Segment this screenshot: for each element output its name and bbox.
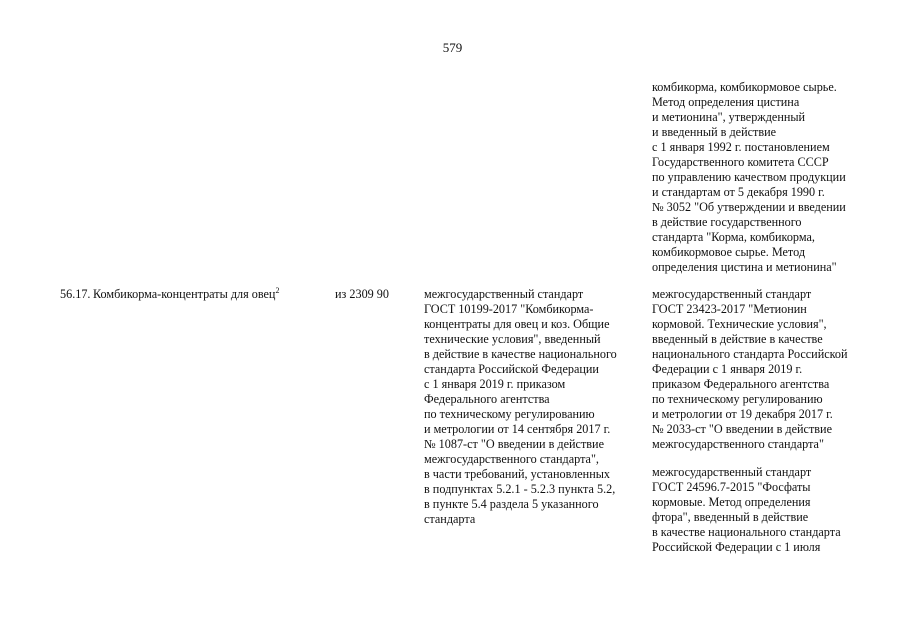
text-line: межгосударственный стандарт [652, 465, 812, 479]
text-line: № 2033-ст "О введении в действие [652, 422, 832, 436]
text-line: национального стандарта Российской [652, 347, 848, 361]
text-line: межгосударственного стандарта" [652, 437, 824, 451]
product-name [93, 287, 279, 302]
text-line: по техническому регулированию [652, 392, 823, 406]
text-line: и метионина", утвержденный [652, 110, 806, 124]
text-line: в подпунктах 5.2.1 - 5.2.3 пункта 5.2, [424, 482, 616, 496]
text-line: кормовые. Метод определения [652, 495, 811, 509]
text-line: комбикормовое сырье. Метод [652, 245, 806, 259]
text-line: стандарта Российской Федерации [424, 362, 599, 376]
text-line: ГОСТ 23423-2017 "Метионин [652, 302, 807, 316]
text-line: Российской Федерации с 1 июля [652, 540, 821, 554]
row-number: 56.17. [60, 287, 91, 301]
text-line: с 1 января 2019 г. приказом [424, 377, 566, 391]
text-line: № 1087-ст "О введении в действие [424, 437, 604, 451]
text-line: и введенный в действие [652, 125, 777, 139]
text-line: стандарта [424, 512, 476, 526]
text-line: в пункте 5.4 раздела 5 указанного [424, 497, 599, 511]
text-line: концентраты для овец и коз. Общие [424, 317, 610, 331]
text-line: стандарта "Корма, комбикорма, [652, 230, 815, 244]
text-line: комбикорма, комбикормовое сырье. [652, 80, 837, 94]
text-line: Государственного комитета СССР [652, 155, 829, 169]
product-name-text: Комбикорма-концентраты для овец [93, 287, 276, 301]
text-line: Федерации с 1 января 2019 г. [652, 362, 803, 376]
text-line: с 1 января 1992 г. постановлением [652, 140, 830, 154]
text-line: Метод определения цистина [652, 95, 800, 109]
text-line: Федерального агентства [424, 392, 550, 406]
text-line: по управлению качеством продукции [652, 170, 846, 184]
text-line: ГОСТ 10199-2017 "Комбикорма- [424, 302, 594, 316]
tn-ved-code: из 2309 90 [335, 287, 389, 301]
requirements-standard-text [424, 287, 617, 527]
text-line: и метрологии от 14 сентября 2017 г. [424, 422, 611, 436]
text-line: введенный в действие в качестве [652, 332, 823, 346]
text-line: в части требований, установленных [424, 467, 610, 481]
text-line: фтора", введенный в действие [652, 510, 809, 524]
text-line: приказом Федерального агентства [652, 377, 830, 391]
method-standard-text-1 [652, 287, 848, 452]
text-line: в качестве национального стандарта [652, 525, 841, 539]
text-line: технические условия", введенный [424, 332, 601, 346]
text-line: и метрологии от 19 декабря 2017 г. [652, 407, 833, 421]
text-line: межгосударственный стандарт [424, 287, 584, 301]
text-line: межгосударственный стандарт [652, 287, 812, 301]
text-line: ГОСТ 24596.7-2015 "Фосфаты [652, 480, 811, 494]
footnote-marker: 2 [275, 285, 280, 295]
text-line: кормовой. Технические условия", [652, 317, 827, 331]
page-number: 579 [442, 40, 463, 55]
text-line: определения цистина и метионина" [652, 260, 837, 274]
text-line: № 3052 "Об утверждении и введении [652, 200, 846, 214]
text-line: и стандартам от 5 декабря 1990 г. [652, 185, 825, 199]
text-line: в действие в качестве национального [424, 347, 617, 361]
text-line: по техническому регулированию [424, 407, 595, 421]
continued-standard-text [652, 80, 846, 275]
method-standard-text-2 [652, 465, 841, 555]
text-line: в действие государственного [652, 215, 802, 229]
text-line: межгосударственного стандарта", [424, 452, 599, 466]
